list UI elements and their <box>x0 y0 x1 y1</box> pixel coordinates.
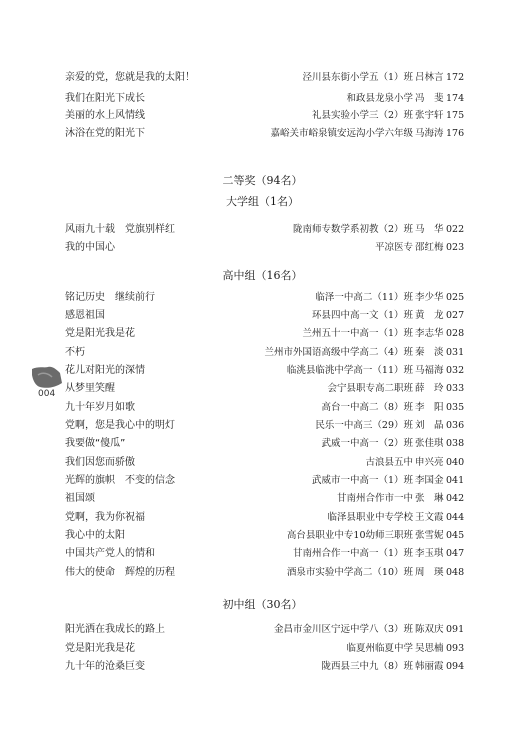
entry-author: 马海涛 <box>415 128 444 139</box>
entry-title: 祖国颂 <box>65 493 95 504</box>
entry-school: 兰州市外国语高级中学高二（4）班 <box>264 347 413 358</box>
entry-title: 我的中国心 <box>65 242 115 253</box>
list-item <box>0 239 525 257</box>
list-item <box>0 325 525 343</box>
entry-school: 临泽一中高二（11）班 <box>315 292 413 303</box>
entry-school: 甘南州合作市一中 <box>336 493 413 504</box>
entry-author: 冯 斐 <box>415 93 444 104</box>
entry-school: 武威市一中高一（1）班 <box>311 475 413 486</box>
entry-title: 不朽 <box>65 347 85 358</box>
entry-school: 兰州五十一中高一（1）班 <box>302 328 413 339</box>
entry-title: 党是阳光我是花 <box>65 643 135 654</box>
entry-page: 027 <box>446 310 465 321</box>
entry-page: 091 <box>446 624 465 635</box>
list-item <box>0 621 525 639</box>
list-item <box>0 490 525 508</box>
entry-author: 吕林言 <box>415 72 444 83</box>
entry-school: 会宁县职专高二职班 <box>327 383 413 394</box>
entry-page: 036 <box>446 420 465 431</box>
entry-title: 光辉的旗帜 不变的信念 <box>65 475 175 486</box>
college-group-heading: 大学组（1名） <box>226 195 299 208</box>
entry-author: 张佳琪 <box>415 438 444 449</box>
entry-author: 李 阳 <box>415 402 444 413</box>
entry-page: 172 <box>446 72 465 83</box>
entry-page: 022 <box>446 224 465 235</box>
entry-page: 094 <box>446 661 465 672</box>
entry-author: 张 琳 <box>415 493 444 504</box>
list-item <box>0 417 525 435</box>
list-item <box>0 658 525 676</box>
list-item <box>0 380 525 398</box>
entry-author: 薛 玲 <box>415 383 444 394</box>
entry-page: 025 <box>446 292 465 303</box>
entry-author: 黄 龙 <box>415 310 444 321</box>
entry-school: 环县四中高一文（1）班 <box>311 310 413 321</box>
entry-school: 甘南州合作一中高一（1）班 <box>292 548 413 559</box>
list-item <box>0 125 525 143</box>
entry-page: 175 <box>446 110 465 121</box>
entry-title: 党是阳光我是花 <box>65 328 135 339</box>
entry-title: 风雨九十载 党旗别样红 <box>65 224 175 235</box>
list-item <box>0 454 525 472</box>
entry-school: 临洮县临洮中学高一（11）班 <box>286 365 413 376</box>
list-item <box>0 69 525 87</box>
entry-page: 045 <box>446 530 465 541</box>
entry-school: 陇南师专数学系初教（2）班 <box>292 224 413 235</box>
entry-title: 铭记历史 继续前行 <box>65 292 155 303</box>
list-item <box>0 399 525 417</box>
entry-title: 花儿对阳光的深情 <box>65 365 145 376</box>
list-item <box>0 107 525 125</box>
entry-page: 093 <box>446 643 465 654</box>
entry-page: 041 <box>446 475 465 486</box>
list-item <box>0 289 525 307</box>
entry-school: 武威一中高一（2）班 <box>321 438 413 449</box>
entry-school: 嘉峪关市峪泉镇安远沟小学六年级 <box>270 128 413 139</box>
entry-title: 伟大的使命 辉煌的历程 <box>65 567 175 578</box>
list-item <box>0 472 525 490</box>
list-item <box>0 362 525 380</box>
entry-title: 沐浴在党的阳光下 <box>65 128 145 139</box>
entry-page: 044 <box>446 512 465 523</box>
entry-author: 王文霞 <box>415 512 444 523</box>
entry-author: 马 华 <box>415 224 444 235</box>
entry-page: 035 <box>446 402 465 413</box>
entry-title: 九十年的沧桑巨变 <box>65 661 145 672</box>
entry-title: 感恩祖国 <box>65 310 105 321</box>
entry-author: 陈双庆 <box>415 624 444 635</box>
list-item <box>0 307 525 325</box>
entry-page: 032 <box>446 365 465 376</box>
entry-author: 吴思楠 <box>415 643 444 654</box>
page-tab-icon <box>30 365 64 390</box>
entry-page: 031 <box>446 347 465 358</box>
entry-school: 礼县实验小学三（2）班 <box>311 110 413 121</box>
entry-author: 李志华 <box>415 328 444 339</box>
entry-page: 047 <box>446 548 465 559</box>
entry-title: 党啊，我为你祝福 <box>65 512 145 523</box>
entry-author: 马福海 <box>415 365 444 376</box>
entry-page: 040 <box>446 457 465 468</box>
page-number: 004 <box>38 389 56 399</box>
entry-author: 刘 晶 <box>415 420 444 431</box>
entry-school: 古浪县五中 <box>365 457 413 468</box>
entry-author: 周 瑛 <box>415 567 444 578</box>
entry-title: 阳光洒在我成长的路上 <box>65 624 165 635</box>
entry-title: 党啊，您是我心中的明灯 <box>65 420 175 431</box>
entry-school: 平凉医专 <box>374 242 413 253</box>
entry-author: 秦 淡 <box>415 347 444 358</box>
entry-author: 李少华 <box>415 292 444 303</box>
list-item <box>0 564 525 582</box>
entry-school: 临夏州临夏中学 <box>346 643 413 654</box>
entry-author: 李玉琪 <box>415 548 444 559</box>
entry-title: 中国共产党人的情和 <box>65 548 155 559</box>
entry-page: 033 <box>446 383 465 394</box>
list-item <box>0 90 525 108</box>
entry-title: 我们在阳光下成长 <box>65 93 145 104</box>
entry-title: 我们因您而骄傲 <box>65 457 135 468</box>
entry-school: 临泽县职业中专学校 <box>327 512 413 523</box>
list-item <box>0 545 525 563</box>
entry-page: 023 <box>446 242 465 253</box>
entry-author: 申兴亮 <box>415 457 444 468</box>
entry-school: 金昌市金川区宁远中学八（3）班 <box>273 624 413 635</box>
entry-title: 我心中的太阳 <box>65 530 125 541</box>
entry-page: 042 <box>446 493 465 504</box>
award-heading: 二等奖（94名） <box>222 174 303 187</box>
entry-school: 泾川县东街小学五（1）班 <box>302 72 413 83</box>
entry-title: 从梦里笑醒 <box>65 383 115 394</box>
entry-school: 高台县职业中专10幼师三职班 <box>286 530 413 541</box>
entry-page: 176 <box>446 128 465 139</box>
high-school-group-heading: 高中组（16名） <box>222 269 303 282</box>
list-item <box>0 527 525 545</box>
entry-school: 民乐一中高三（29）班 <box>315 420 413 431</box>
list-item <box>0 344 525 362</box>
entry-school: 和政县龙泉小学 <box>346 93 413 104</box>
entry-author: 韩丽霞 <box>415 661 444 672</box>
entry-author: 邵红梅 <box>415 242 444 253</box>
entry-title: 我要做“傻瓜” <box>65 438 126 449</box>
list-item <box>0 509 525 527</box>
entry-page: 038 <box>446 438 465 449</box>
entry-author: 张宇轩 <box>415 110 444 121</box>
entry-page: 048 <box>446 567 465 578</box>
entry-school: 高台一中高二（8）班 <box>321 402 413 413</box>
list-item <box>0 640 525 658</box>
list-item <box>0 221 525 239</box>
entry-school: 陇西县三中九（8）班 <box>321 661 413 672</box>
entry-title: 九十年岁月如歌 <box>65 402 135 413</box>
entry-school: 酒泉市实验中学高二（10）班 <box>286 567 413 578</box>
entry-author: 张雪妮 <box>415 530 444 541</box>
list-item <box>0 435 525 453</box>
entry-page: 174 <box>446 93 465 104</box>
entry-author: 李国金 <box>415 475 444 486</box>
entry-title: 美丽的水上风情线 <box>65 110 145 121</box>
entry-title: 亲爱的党，您就是我的太阳！ <box>65 72 195 83</box>
entry-page: 028 <box>446 328 465 339</box>
middle-school-group-heading: 初中组（30名） <box>222 598 303 611</box>
